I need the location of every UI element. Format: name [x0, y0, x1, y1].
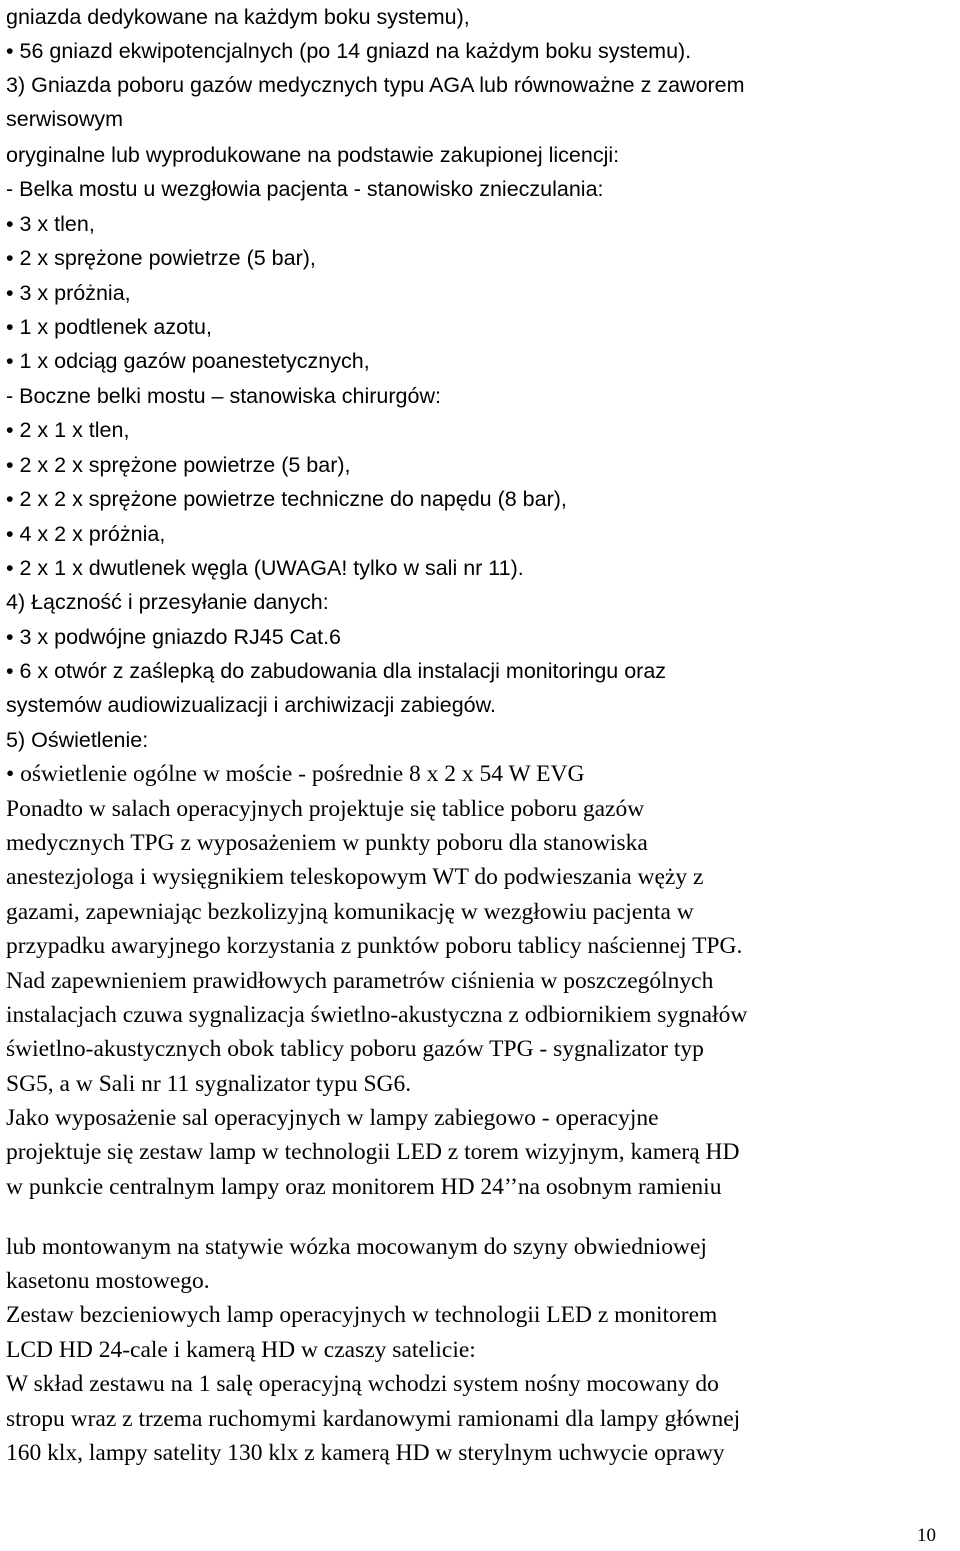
text-line: stropu wraz z trzema ruchomymi kardanowymi ramionami dla lampy głównej [6, 1406, 741, 1432]
text-line: przypadku awaryjnego korzystania z punktów poboru tablicy naściennej TPG. [6, 933, 743, 959]
text-line: gazami, zapewniając bezkolizyjną komunikację w wezgłowiu pacjenta w [6, 899, 694, 925]
text-line: - Belka mostu u wezgłowia pacjenta - stanowisko znieczulania: [6, 177, 604, 201]
text-line: • 4 x 2 x próżnia, [6, 522, 166, 546]
text-line: • 2 x 2 x sprężone powietrze (5 bar), [6, 453, 351, 477]
text-line: medycznych TPG z wyposażeniem w punkty poboru dla stanowiska [6, 830, 648, 856]
text-line: • 1 x odciąg gazów poanestetycznych, [6, 349, 370, 373]
text-line: lub montowanym na statywie wózka mocowanym do szyny obwiedniowej [6, 1234, 707, 1260]
text-line: anestezjologa i wysięgnikiem teleskopowym WT do podwieszania węży z [6, 864, 704, 890]
page-number: 10 [917, 1525, 936, 1546]
text-line: - Boczne belki mostu – stanowiska chirurgów: [6, 384, 441, 408]
text-line: 3) Gniazda poboru gazów medycznych typu AGA lub równoważne z zaworem [6, 73, 745, 97]
text-line: • 1 x podtlenek azotu, [6, 315, 212, 339]
text-line: 5) Oświetlenie: [6, 728, 149, 752]
text-line: gniazda dedykowane na każdym boku systemu), [6, 5, 470, 29]
text-line: instalacjach czuwa sygnalizacja świetlno-akustyczna z odbiornikiem sygnałów [6, 1002, 748, 1028]
text-line: • 3 x tlen, [6, 212, 95, 236]
text-line: • 2 x sprężone powietrze (5 bar), [6, 246, 316, 270]
text-line: Nad zapewnieniem prawidłowych parametrów ciśnienia w poszczególnych [6, 968, 714, 994]
text-line: oryginalne lub wyprodukowane na podstawie zakupionej licencji: [6, 143, 620, 167]
text-line: w punkcie centralnym lampy oraz monitorem HD 24’’na osobnym ramieniu [6, 1174, 722, 1200]
text-line: • 6 x otwór z zaślepką do zabudowania dla instalacji monitoringu oraz [6, 659, 667, 683]
text-line: Jako wyposażenie sal operacyjnych w lampy zabiegowo - operacyjne [6, 1105, 659, 1131]
text-line: projektuje się zestaw lamp w technologii LED z torem wizyjnym, kamerą HD [6, 1139, 740, 1165]
text-line: 160 klx, lampy satelity 130 klx z kamerą HD w sterylnym uchwycie oprawy [6, 1440, 725, 1466]
text-line: 4) Łączność i przesyłanie danych: [6, 590, 329, 614]
text-line: Ponadto w salach operacyjnych projektuje się tablice poboru gazów [6, 796, 645, 822]
text-line: • 2 x 2 x sprężone powietrze techniczne do napędu (8 bar), [6, 487, 567, 511]
text-line: • 3 x podwójne gniazdo RJ45 Cat.6 [6, 625, 342, 649]
text-line: serwisowym [6, 107, 124, 131]
text-line: świetlno-akustycznych obok tablicy poboru gazów TPG - sygnalizator typ [6, 1036, 704, 1062]
text-line: • 3 x próżnia, [6, 281, 131, 305]
text-line: Zestaw bezcieniowych lamp operacyjnych w technologii LED z monitorem [6, 1302, 718, 1328]
text-line: • 2 x 1 x dwutlenek węgla (UWAGA! tylko w sali nr 11). [6, 556, 524, 580]
text-line: W skład zestawu na 1 salę operacyjną wchodzi system nośny mocowany do [6, 1371, 719, 1397]
text-line: LCD HD 24-cale i kamerą HD w czaszy satelicie: [6, 1337, 476, 1363]
text-line: SG5, a w Sali nr 11 sygnalizator typu SG6. [6, 1071, 412, 1097]
text-line: • oświetlenie ogólne w moście - pośrednie 8 x 2 x 54 W EVG [6, 761, 585, 787]
text-line: kasetonu mostowego. [6, 1268, 210, 1294]
text-line: systemów audiowizualizacji i archiwizacji zabiegów. [6, 693, 496, 717]
text-line: • 56 gniazd ekwipotencjalnych (po 14 gniazd na każdym boku systemu). [6, 39, 692, 63]
text-line: • 2 x 1 x tlen, [6, 418, 130, 442]
